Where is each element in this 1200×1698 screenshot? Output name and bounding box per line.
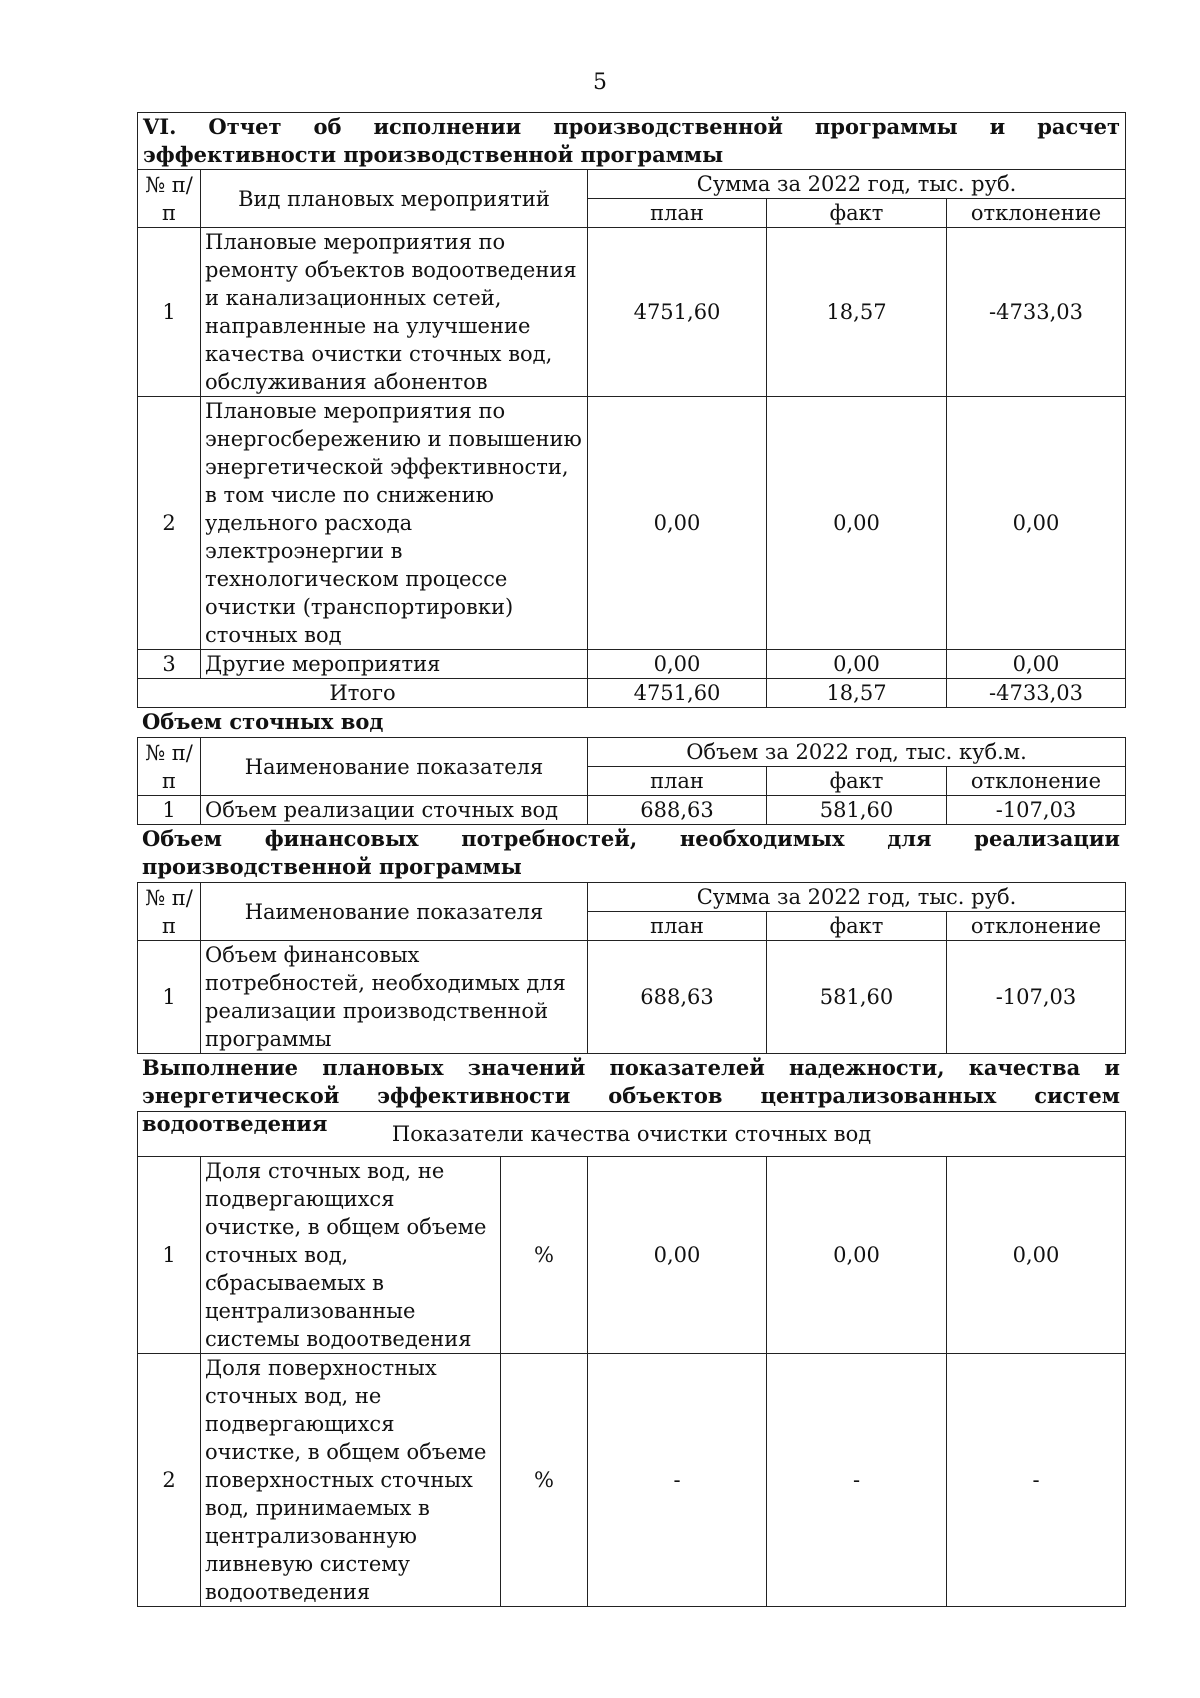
row-num: 1 [138, 228, 201, 397]
row-deviation: -107,03 [947, 941, 1126, 1054]
row-plan: 688,63 [588, 941, 767, 1054]
row-deviation: 0,00 [947, 650, 1126, 679]
total-row [138, 679, 1126, 708]
header-num: № п/п [138, 883, 201, 941]
table-row [138, 1157, 1126, 1354]
row-num: 2 [138, 1354, 201, 1607]
row-name: Объем финансовых потребностей, необходимых для реализации производственной программы [201, 941, 588, 1054]
row-name: Доля поверхностных сточных вод, не подвергающихся очистке, в общем объеме поверхностных сточных вод, принимаемых в централизованную ливневую систему водоотведения [201, 1354, 501, 1607]
row-fact: 581,60 [767, 796, 947, 825]
header-activity: Вид плановых мероприятий [201, 170, 588, 228]
total-fact: 18,57 [767, 679, 947, 708]
header-indicator: Наименование показателя [201, 883, 588, 941]
row-fact: 581,60 [767, 941, 947, 1054]
row-deviation: - [947, 1354, 1126, 1607]
header-plan: план [588, 199, 767, 228]
wastewater-volume-title: Объем сточных вод [142, 709, 384, 734]
header-indicator: Наименование показателя [201, 738, 588, 796]
header-plan: план [588, 912, 767, 941]
row-fact: 0,00 [767, 1157, 947, 1354]
row-fact: 0,00 [767, 397, 947, 650]
header-sum: Сумма за 2022 год, тыс. руб. [588, 170, 1126, 199]
row-plan: 0,00 [588, 397, 767, 650]
total-plan: 4751,60 [588, 679, 767, 708]
row-fact: 0,00 [767, 650, 947, 679]
header-num: № п/п [138, 738, 201, 796]
total-label: Итого [138, 679, 588, 708]
header-deviation: отклонение [947, 767, 1126, 796]
wastewater-volume-table [137, 737, 1126, 825]
row-name: Плановые мероприятия по ремонту объектов водоотведения и канализационных сетей, направленные на улучшение качества очистки сточных вод, обслуживания абонентов [201, 228, 588, 397]
row-plan: 0,00 [588, 1157, 767, 1354]
row-name: Объем реализации сточных вод [201, 796, 588, 825]
section-title: VI. Отчет об исполнении производственной программы и расчет эффективности производственной программы [138, 113, 1126, 170]
row-num: 2 [138, 397, 201, 650]
header-fact: факт [767, 767, 947, 796]
table-row [138, 796, 1126, 825]
header-sum: Сумма за 2022 год, тыс. руб. [588, 883, 1126, 912]
table-row [138, 650, 1126, 679]
header-deviation: отклонение [947, 199, 1126, 228]
row-plan: 4751,60 [588, 228, 767, 397]
quality-group-title: Показатели качества очистки сточных вод [138, 1112, 1126, 1157]
row-num: 1 [138, 941, 201, 1054]
table-row [138, 228, 1126, 397]
document-body [137, 112, 1125, 1607]
header-deviation: отклонение [947, 912, 1126, 941]
table-row [138, 397, 1126, 650]
row-unit: % [501, 1157, 588, 1354]
production-program-report-table [137, 112, 1126, 708]
row-name: Плановые мероприятия по энергосбережению и повышению энергетической эффективности, в том числе по снижению удельного расхода электроэнергии в технологическом процессе очистки (транспортировки) сточных вод [201, 397, 588, 650]
row-deviation: -4733,03 [947, 228, 1126, 397]
row-plan: - [588, 1354, 767, 1607]
row-name: Доля сточных вод, не подвергающихся очистке, в общем объеме сточных вод, сбрасываемых в централизованные системы водоотведения [201, 1157, 501, 1354]
row-deviation: 0,00 [947, 1157, 1126, 1354]
row-plan: 0,00 [588, 650, 767, 679]
reliability-title: Выполнение плановых значений показателей надежности, качества и энергетической эффективности объектов централизованных систем водоотведения [142, 1055, 1120, 1136]
row-num: 1 [138, 1157, 201, 1354]
header-fact: факт [767, 199, 947, 228]
row-deviation: -107,03 [947, 796, 1126, 825]
header-volume: Объем за 2022 год, тыс. куб.м. [588, 738, 1126, 767]
quality-indicators-table [137, 1111, 1126, 1607]
page-number: 5 [593, 70, 607, 95]
row-name: Другие мероприятия [201, 650, 588, 679]
row-fact: - [767, 1354, 947, 1607]
header-fact: факт [767, 912, 947, 941]
header-plan: план [588, 767, 767, 796]
table-row [138, 941, 1126, 1054]
row-unit: % [501, 1354, 588, 1607]
table-row [138, 1354, 1126, 1607]
row-num: 1 [138, 796, 201, 825]
row-plan: 688,63 [588, 796, 767, 825]
row-num: 3 [138, 650, 201, 679]
row-fact: 18,57 [767, 228, 947, 397]
financial-needs-table [137, 882, 1126, 1054]
row-deviation: 0,00 [947, 397, 1126, 650]
total-deviation: -4733,03 [947, 679, 1126, 708]
financial-needs-title: Объем финансовых потребностей, необходимых для реализации производственной программы [142, 826, 1120, 879]
header-num: № п/п [138, 170, 201, 228]
